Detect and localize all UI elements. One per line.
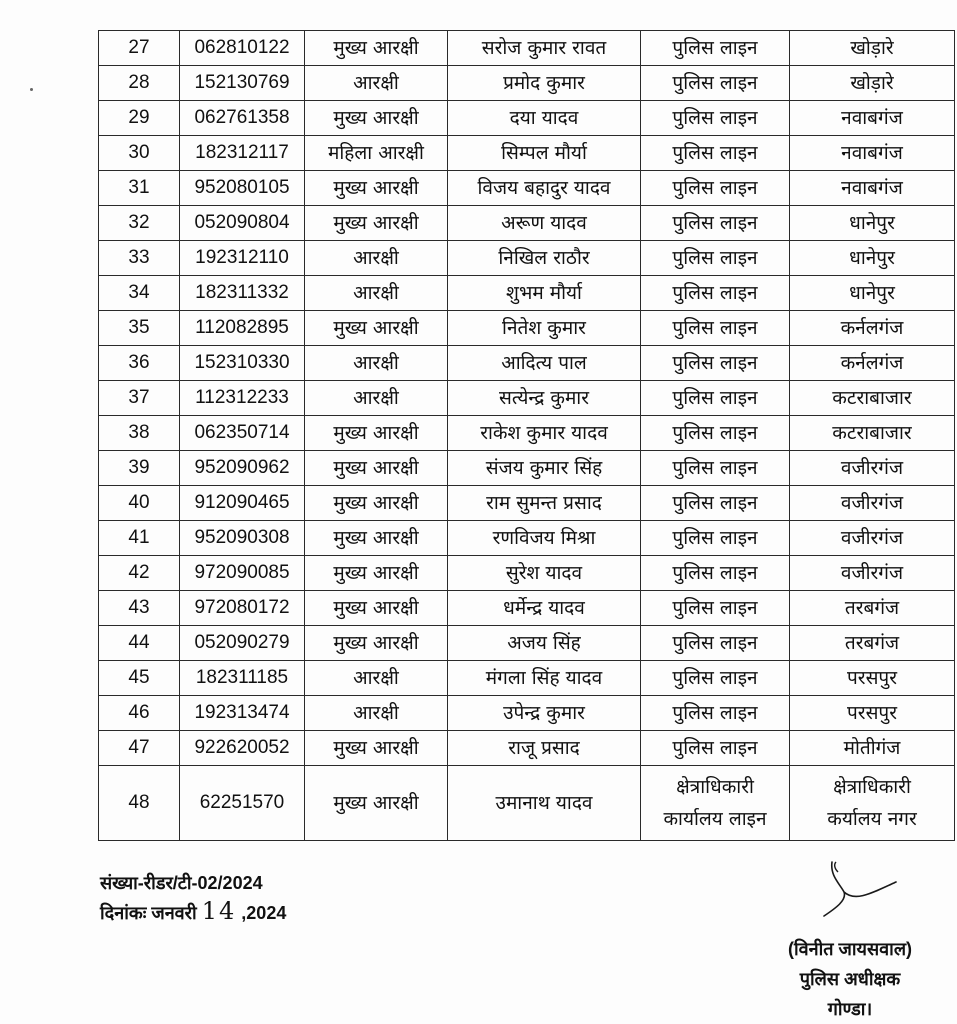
employee-number-cell: 062761358 <box>180 101 305 136</box>
employee-number-cell: 152130769 <box>180 66 305 101</box>
new-posting-cell: नवाबगंज <box>790 136 955 171</box>
current-posting-cell <box>641 766 790 841</box>
name-cell: उपेन्द्र कुमार <box>448 696 641 731</box>
current-posting-cell: पुलिस लाइन <box>641 171 790 206</box>
serial-number-cell: 48 <box>99 766 180 841</box>
rank-cell: मुख्य आरक्षी <box>305 206 448 241</box>
serial-number-cell: 27 <box>99 31 180 66</box>
rank-cell: मुख्य आरक्षी <box>305 556 448 591</box>
signatory-designation: पुलिस अधीक्षक <box>799 969 901 989</box>
serial-number-cell: 29 <box>99 101 180 136</box>
rank-cell: आरक्षी <box>305 276 448 311</box>
serial-number-cell: 47 <box>99 731 180 766</box>
serial-number-cell: 41 <box>99 521 180 556</box>
new-posting-cell: खोड़ारे <box>790 31 955 66</box>
table-row <box>99 731 955 766</box>
table-row <box>99 346 955 381</box>
table-row <box>99 661 955 696</box>
reference-number: संख्या-रीडर/टी-02/2024 <box>100 873 263 893</box>
employee-number-cell: 182311185 <box>180 661 305 696</box>
name-cell: सुरेश यादव <box>448 556 641 591</box>
table-row <box>99 66 955 101</box>
new-posting-cell: मोतीगंज <box>790 731 955 766</box>
serial-number-cell: 44 <box>99 626 180 661</box>
name-cell: संजय कुमार सिंह <box>448 451 641 486</box>
current-posting-cell: पुलिस लाइन <box>641 696 790 731</box>
employee-number-cell: 112312233 <box>180 381 305 416</box>
rank-cell: मुख्य आरक्षी <box>305 766 448 841</box>
signatory-block <box>760 934 940 1024</box>
rank-cell: मुख्य आरक्षी <box>305 591 448 626</box>
employee-number-cell: 062810122 <box>180 31 305 66</box>
serial-number-cell: 39 <box>99 451 180 486</box>
current-posting-cell: पुलिस लाइन <box>641 66 790 101</box>
new-posting-cell: वजीरगंज <box>790 451 955 486</box>
current-posting-cell: पुलिस लाइन <box>641 661 790 696</box>
employee-number-cell: 922620052 <box>180 731 305 766</box>
employee-number-cell: 952090308 <box>180 521 305 556</box>
new-posting-cell: वजीरगंज <box>790 521 955 556</box>
serial-number-cell: 38 <box>99 416 180 451</box>
current-posting-cell: पुलिस लाइन <box>641 276 790 311</box>
table-row <box>99 381 955 416</box>
table-row <box>99 591 955 626</box>
new-posting-cell: नवाबगंज <box>790 171 955 206</box>
employee-number-cell: 052090279 <box>180 626 305 661</box>
table-row <box>99 31 955 66</box>
current-posting-cell: पुलिस लाइन <box>641 346 790 381</box>
current-posting-cell: पुलिस लाइन <box>641 241 790 276</box>
current-posting-cell: पुलिस लाइन <box>641 731 790 766</box>
new-posting-cell: परसपुर <box>790 661 955 696</box>
new-posting-cell: धानेपुर <box>790 241 955 276</box>
name-cell: विजय बहादुर यादव <box>448 171 641 206</box>
employee-number-cell: 972090085 <box>180 556 305 591</box>
employee-number-cell: 192313474 <box>180 696 305 731</box>
table-row <box>99 136 955 171</box>
rank-cell: आरक्षी <box>305 661 448 696</box>
current-posting-cell: पुलिस लाइन <box>641 416 790 451</box>
table-row <box>99 101 955 136</box>
serial-number-cell: 46 <box>99 696 180 731</box>
reference-block <box>100 869 286 927</box>
name-cell: राजू प्रसाद <box>448 731 641 766</box>
transfer-table <box>98 30 955 841</box>
name-cell: सरोज कुमार रावत <box>448 31 641 66</box>
employee-number-cell: 182311332 <box>180 276 305 311</box>
name-cell: सिम्पल मौर्या <box>448 136 641 171</box>
employee-number-cell: 152310330 <box>180 346 305 381</box>
new-posting-cell: धानेपुर <box>790 276 955 311</box>
new-posting-cell <box>790 766 955 841</box>
current-posting-cell: पुलिस लाइन <box>641 591 790 626</box>
name-cell: प्रमोद कुमार <box>448 66 641 101</box>
new-posting-cell: धानेपुर <box>790 206 955 241</box>
rank-cell: मुख्य आरक्षी <box>305 31 448 66</box>
name-cell: नितेश कुमार <box>448 311 641 346</box>
employee-number-cell: 912090465 <box>180 486 305 521</box>
new-posting-cell: तरबगंज <box>790 591 955 626</box>
new-posting-line-1: क्षेत्राधिकारी <box>833 776 911 798</box>
new-posting-cell: वजीरगंज <box>790 556 955 591</box>
serial-number-cell: 42 <box>99 556 180 591</box>
scan-speck <box>30 88 33 91</box>
new-posting-cell: तरबगंज <box>790 626 955 661</box>
rank-cell: आरक्षी <box>305 66 448 101</box>
serial-number-cell: 35 <box>99 311 180 346</box>
serial-number-cell: 34 <box>99 276 180 311</box>
name-cell: राम सुमन्त प्रसाद <box>448 486 641 521</box>
name-cell: शुभम मौर्या <box>448 276 641 311</box>
name-cell: मंगला सिंह यादव <box>448 661 641 696</box>
name-cell: अरूण यादव <box>448 206 641 241</box>
new-posting-cell: खोड़ारे <box>790 66 955 101</box>
table-row <box>99 556 955 591</box>
table-row <box>99 451 955 486</box>
current-posting-line-1: क्षेत्राधिकारी <box>676 776 754 798</box>
new-posting-line-2: कर्यालय नगर <box>827 808 917 830</box>
name-cell: आदित्य पाल <box>448 346 641 381</box>
rank-cell: मुख्य आरक्षी <box>305 626 448 661</box>
signature-scribble <box>800 858 910 938</box>
rank-cell: मुख्य आरक्षी <box>305 451 448 486</box>
new-posting-cell: कर्नलगंज <box>790 346 955 381</box>
current-posting-cell: पुलिस लाइन <box>641 101 790 136</box>
table-row <box>99 276 955 311</box>
name-cell: सत्येन्द्र कुमार <box>448 381 641 416</box>
employee-number-cell: 192312110 <box>180 241 305 276</box>
current-posting-line-2: कार्यालय लाइन <box>663 808 767 830</box>
new-posting-cell: कर्नलगंज <box>790 311 955 346</box>
name-cell: धर्मेन्द्र यादव <box>448 591 641 626</box>
rank-cell: आरक्षी <box>305 346 448 381</box>
current-posting-cell: पुलिस लाइन <box>641 206 790 241</box>
rank-cell: मुख्य आरक्षी <box>305 171 448 206</box>
employee-number-cell: 952090962 <box>180 451 305 486</box>
reference-date <box>100 897 286 927</box>
serial-number-cell: 45 <box>99 661 180 696</box>
table-row <box>99 766 955 841</box>
signatory-district: गोण्डा। <box>827 999 873 1019</box>
serial-number-cell: 43 <box>99 591 180 626</box>
table-row <box>99 416 955 451</box>
serial-number-cell: 30 <box>99 136 180 171</box>
name-cell: अजय सिंह <box>448 626 641 661</box>
rank-cell: आरक्षी <box>305 241 448 276</box>
employee-number-cell: 052090804 <box>180 206 305 241</box>
new-posting-cell: कटराबाजार <box>790 381 955 416</box>
rank-cell: मुख्य आरक्षी <box>305 311 448 346</box>
name-cell: उमानाथ यादव <box>448 766 641 841</box>
current-posting-cell: पुलिस लाइन <box>641 556 790 591</box>
new-posting-cell: वजीरगंज <box>790 486 955 521</box>
rank-cell: मुख्य आरक्षी <box>305 731 448 766</box>
table-row <box>99 486 955 521</box>
table-row <box>99 696 955 731</box>
date-suffix: ,2024 <box>241 903 287 923</box>
employee-number-cell: 62251570 <box>180 766 305 841</box>
name-cell: दया यादव <box>448 101 641 136</box>
table-row <box>99 521 955 556</box>
new-posting-cell: कटराबाजार <box>790 416 955 451</box>
serial-number-cell: 40 <box>99 486 180 521</box>
serial-number-cell: 28 <box>99 66 180 101</box>
name-cell: निखिल राठौर <box>448 241 641 276</box>
employee-number-cell: 182312117 <box>180 136 305 171</box>
rank-cell: मुख्य आरक्षी <box>305 101 448 136</box>
rank-cell: आरक्षी <box>305 381 448 416</box>
table-row <box>99 241 955 276</box>
employee-number-cell: 952080105 <box>180 171 305 206</box>
name-cell: रणविजय मिश्रा <box>448 521 641 556</box>
serial-number-cell: 31 <box>99 171 180 206</box>
date-prefix: दिनांकः जनवरी <box>100 903 197 923</box>
employee-number-cell: 972080172 <box>180 591 305 626</box>
rank-cell: मुख्य आरक्षी <box>305 486 448 521</box>
rank-cell: मुख्य आरक्षी <box>305 521 448 556</box>
current-posting-cell: पुलिस लाइन <box>641 486 790 521</box>
employee-number-cell: 062350714 <box>180 416 305 451</box>
date-day-handwritten: 14 <box>201 897 237 925</box>
serial-number-cell: 36 <box>99 346 180 381</box>
signatory-name: (विनीत जायसवाल) <box>787 939 913 959</box>
new-posting-cell: नवाबगंज <box>790 101 955 136</box>
serial-number-cell: 33 <box>99 241 180 276</box>
name-cell: राकेश कुमार यादव <box>448 416 641 451</box>
current-posting-cell: पुलिस लाइन <box>641 381 790 416</box>
rank-cell: महिला आरक्षी <box>305 136 448 171</box>
serial-number-cell: 37 <box>99 381 180 416</box>
transfer-table-body <box>99 31 955 841</box>
current-posting-cell: पुलिस लाइन <box>641 136 790 171</box>
new-posting-cell: परसपुर <box>790 696 955 731</box>
employee-number-cell: 112082895 <box>180 311 305 346</box>
table-row <box>99 206 955 241</box>
current-posting-cell: पुलिस लाइन <box>641 311 790 346</box>
current-posting-cell: पुलिस लाइन <box>641 521 790 556</box>
current-posting-cell: पुलिस लाइन <box>641 31 790 66</box>
rank-cell: आरक्षी <box>305 696 448 731</box>
current-posting-cell: पुलिस लाइन <box>641 451 790 486</box>
table-row <box>99 311 955 346</box>
rank-cell: मुख्य आरक्षी <box>305 416 448 451</box>
table-row <box>99 171 955 206</box>
current-posting-cell: पुलिस लाइन <box>641 626 790 661</box>
table-row <box>99 626 955 661</box>
serial-number-cell: 32 <box>99 206 180 241</box>
